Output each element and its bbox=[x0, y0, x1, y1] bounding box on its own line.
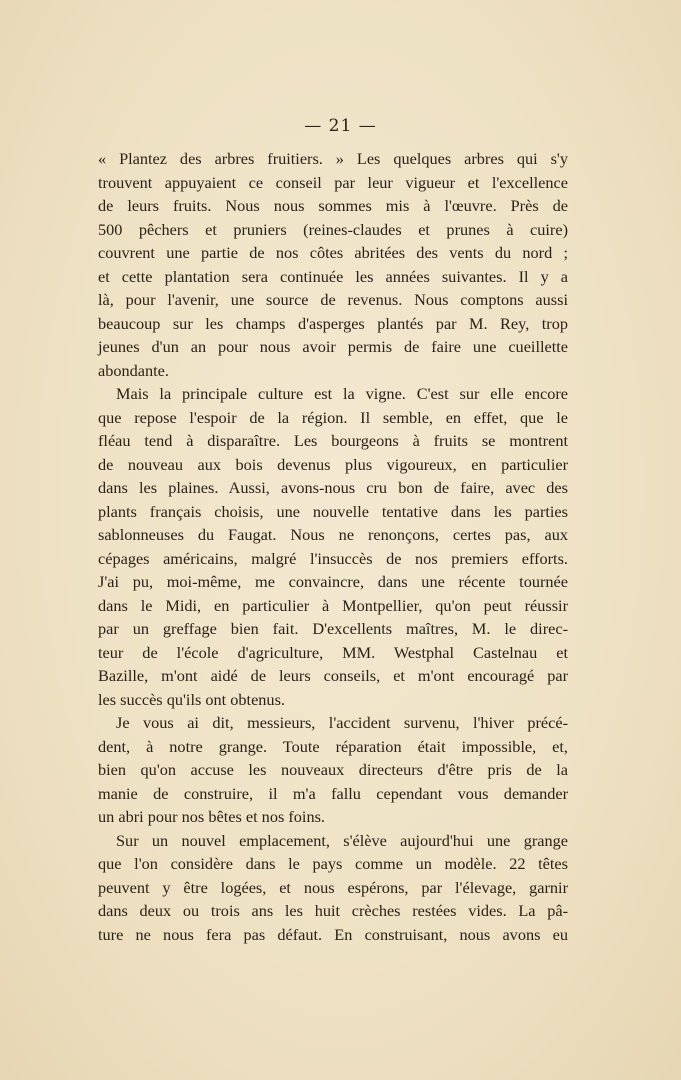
text-line: que repose l'espoir de la région. Il semble, en effet, que le bbox=[98, 407, 568, 427]
text-line: Je vous ai dit, messieurs, l'accident survenu, l'hiver précé- bbox=[116, 713, 568, 732]
text-line: Sur un nouvel emplacement, s'élève aujourd'hui une grange bbox=[116, 830, 568, 850]
text-line: que l'on considère dans le pays comme un modèle. 22 têtes bbox=[98, 854, 568, 873]
text-line: J'ai pu, moi-même, me convaincre, dans une récente tournée bbox=[98, 572, 568, 591]
text-line: « Plantez des arbres fruitiers. » Les quelques arbres qui s'y bbox=[98, 149, 568, 168]
text-line: un abri pour nos bêtes et nos foins. bbox=[98, 807, 325, 826]
paragraph bbox=[98, 147, 568, 382]
text-line: de nouveau aux bois devenus plus vigoureux, en particulier bbox=[98, 454, 568, 474]
text-line: couvrent une partie de nos côtes abritées des vents du nord ; bbox=[98, 243, 568, 262]
text-line: dans deux ou trois ans les huit crèches restées vides. La pâ- bbox=[98, 901, 568, 920]
paragraph bbox=[98, 711, 568, 829]
text-line: 500 pêchers et pruniers (reines-claudes et prunes à cuire) bbox=[98, 219, 568, 239]
text-line: ture ne nous fera pas défaut. En construisant, nous avons eu bbox=[98, 924, 568, 944]
text-line: jeunes d'un an pour nous avoir permis de faire une cueillette bbox=[98, 337, 568, 356]
text-line: et cette plantation sera continuée les années suivantes. Il y a bbox=[98, 266, 568, 286]
text-line: cépages américains, malgré l'insuccès de nos premiers efforts. bbox=[98, 548, 568, 568]
text-line: trouvent appuyaient ce conseil par leur vigueur et l'excellence bbox=[98, 172, 568, 192]
text-line: bien qu'on accuse les nouveaux directeurs d'être pris de la bbox=[98, 760, 568, 779]
body-text bbox=[98, 147, 568, 946]
text-line: dans les plaines. Aussi, avons-nous cru bon de faire, avec des bbox=[98, 478, 568, 497]
text-line: dent, à notre grange. Toute réparation était impossible, et, bbox=[98, 736, 568, 756]
text-line: plants français choisis, une nouvelle tentative dans les parties bbox=[98, 501, 568, 521]
text-line: de leurs fruits. Nous nous sommes mis à l'œuvre. Près de bbox=[98, 196, 568, 215]
text-line: abondante. bbox=[98, 360, 169, 380]
text-line: peuvent y être logées, et nous espérons, par l'élevage, garnir bbox=[98, 877, 568, 897]
text-line: sablonneuses du Faugat. Nous ne renonçons, certes pas, aux bbox=[98, 525, 568, 544]
paragraph bbox=[98, 382, 568, 711]
text-line: par un greffage bien fait. D'excellents maîtres, M. le direc- bbox=[98, 619, 568, 638]
text-line: fléau tend à disparaître. Les bourgeons à fruits se montrent bbox=[98, 431, 568, 450]
text-line: les succès qu'ils ont obtenus. bbox=[98, 689, 285, 709]
text-line: beaucoup sur les champs d'asperges plantés par M. Rey, trop bbox=[98, 313, 568, 333]
text-line: là, pour l'avenir, une source de revenus. Nous comptons aussi bbox=[98, 290, 568, 309]
text-line: teur de l'école d'agriculture, MM. Westphal Castelnau et bbox=[98, 642, 568, 662]
text-line: Mais la principale culture est la vigne. C'est sur elle encore bbox=[116, 384, 568, 403]
paragraph bbox=[98, 829, 568, 947]
text-line: manie de construire, il m'a fallu cependant vous demander bbox=[98, 783, 568, 803]
page-number: — 21 — bbox=[304, 116, 377, 136]
text-line: dans le Midi, en particulier à Montpellier, qu'on peut réussir bbox=[98, 595, 568, 615]
text-line: Bazille, m'ont aidé de leurs conseils, et m'ont encouragé par bbox=[98, 666, 568, 685]
